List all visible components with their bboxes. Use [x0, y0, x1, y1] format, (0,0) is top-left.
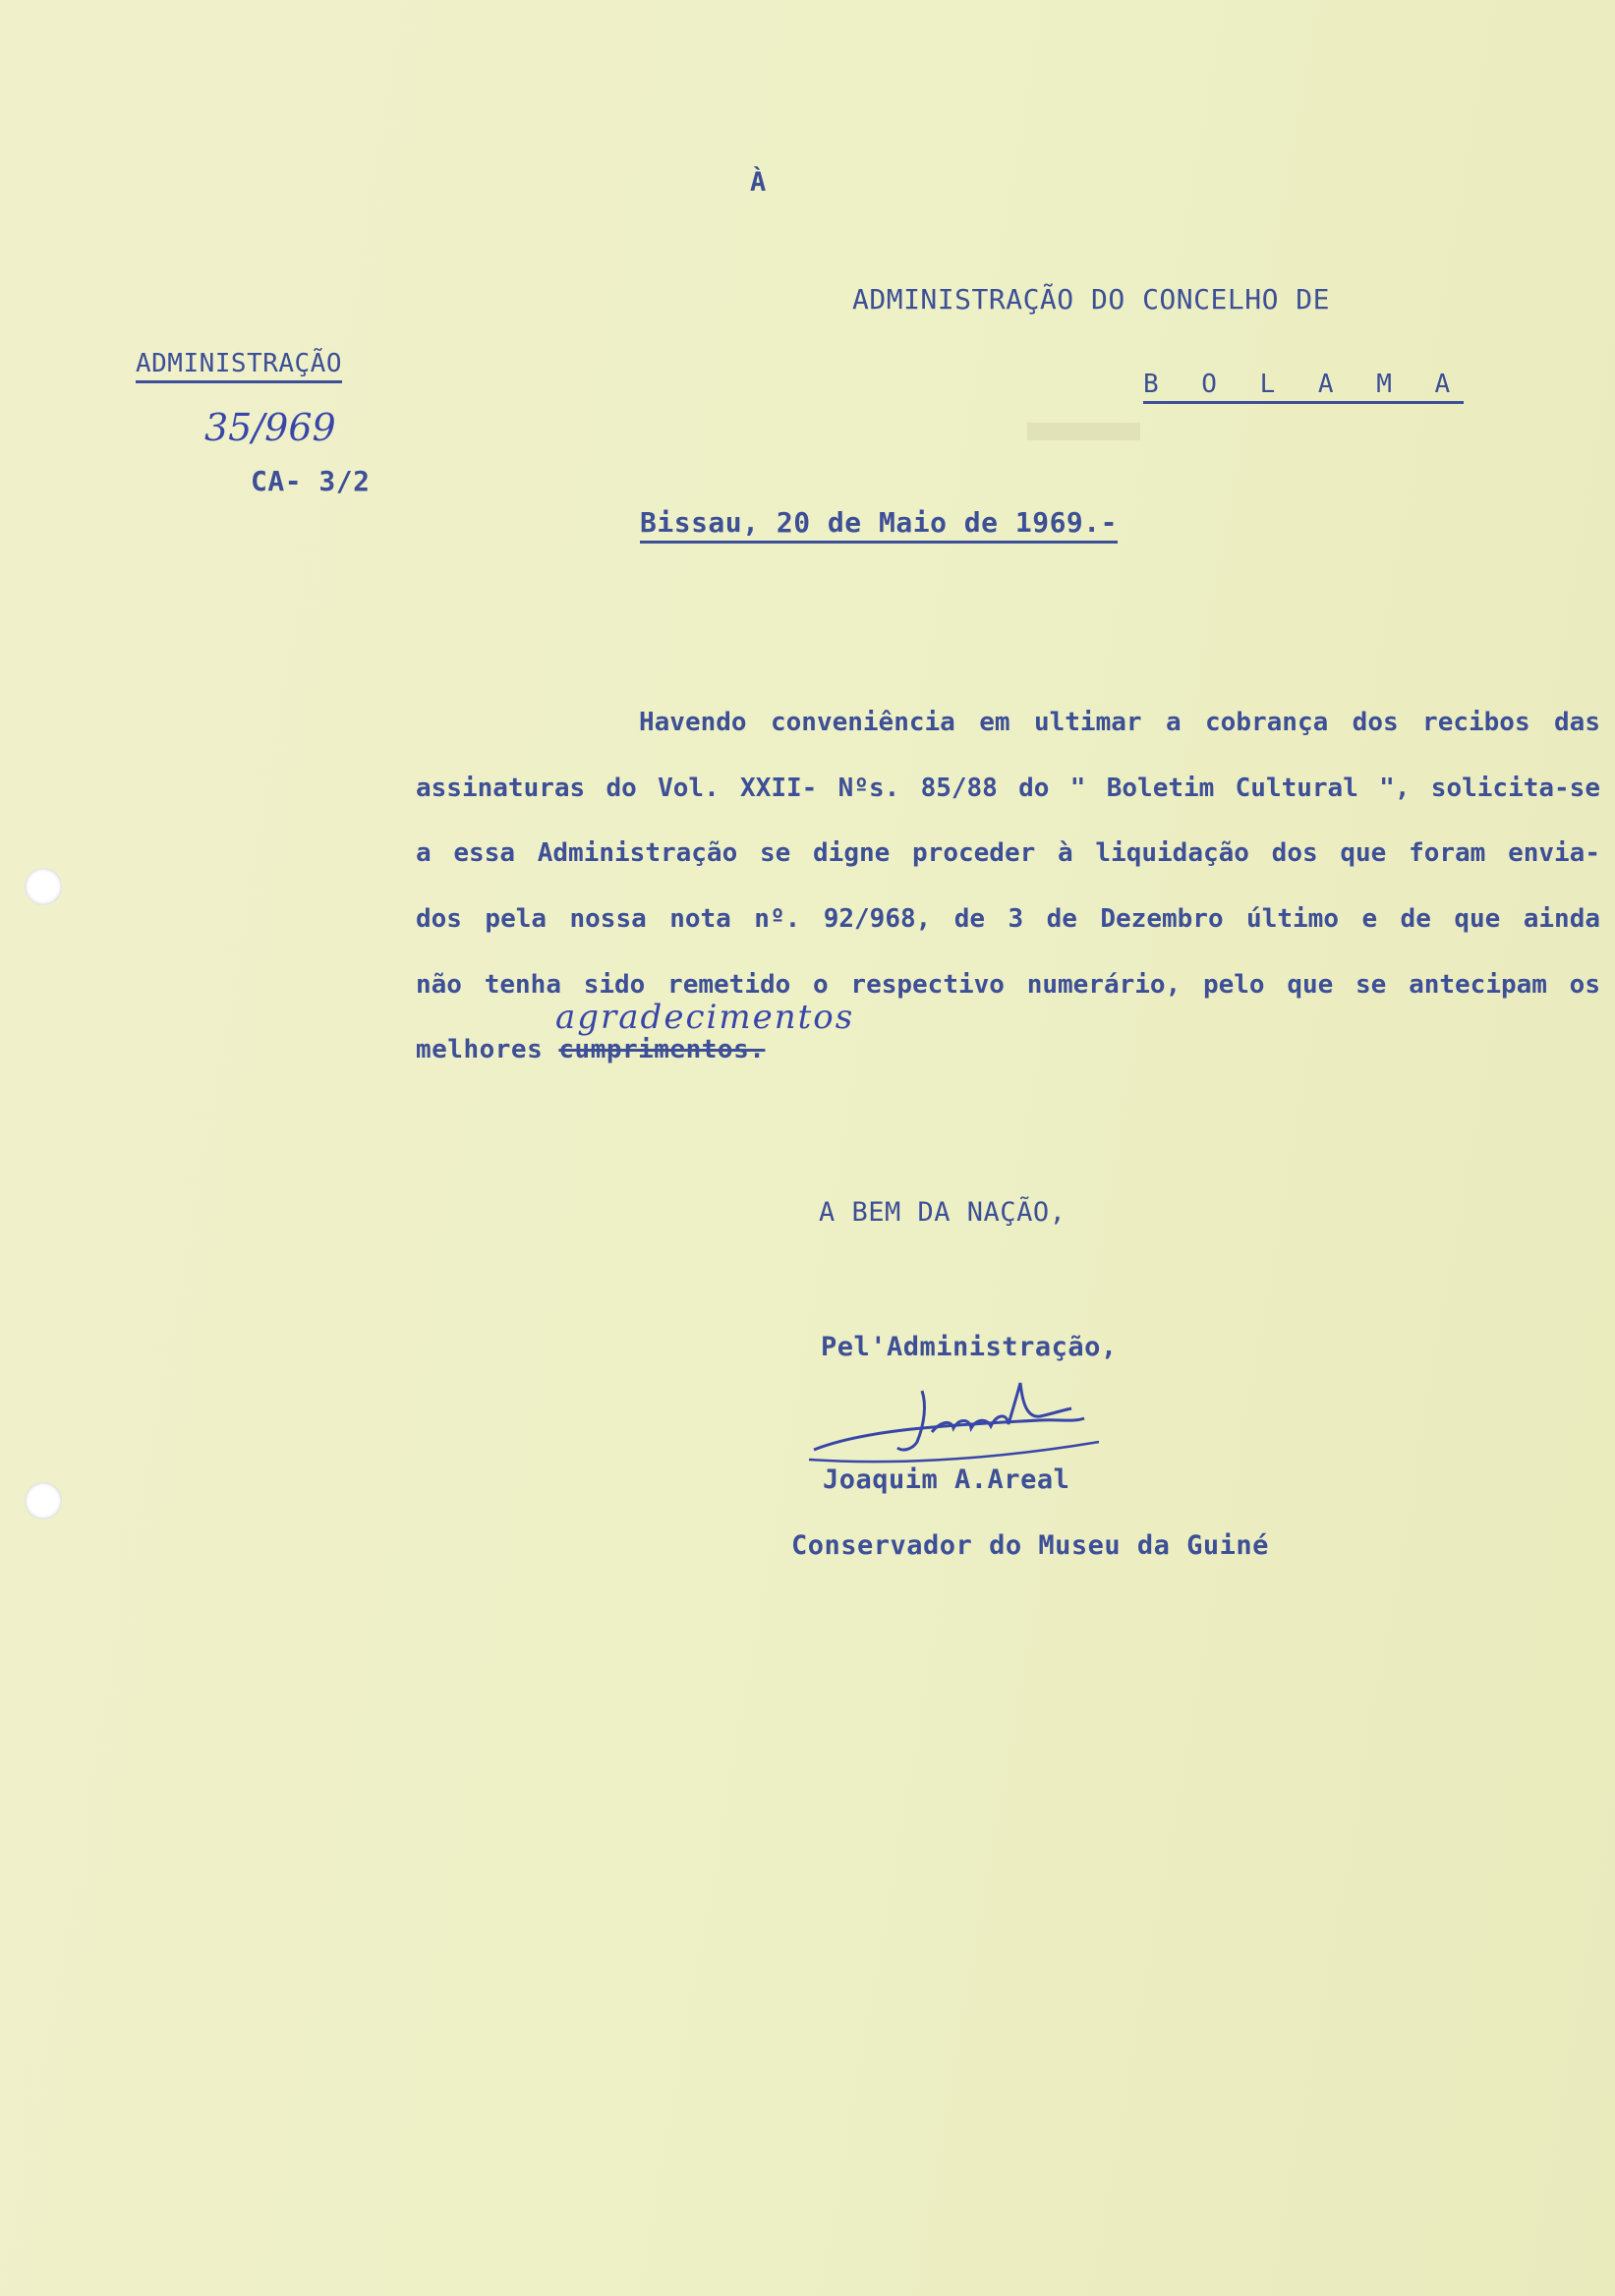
recipient-line2: B O L A M A [1143, 370, 1464, 404]
salutation-to: À [750, 167, 767, 198]
recipient-line1: ADMINISTRAÇÃO DO CONCELHO DE [852, 283, 1331, 316]
last-line-prefix: melhores [416, 1035, 544, 1064]
signature-image [804, 1371, 1119, 1479]
closing: A BEM DA NAÇÃO, [819, 1197, 1067, 1228]
stamp-smudge [1027, 423, 1140, 440]
body-line-3: a essa Administração se digne proceder à liquidação dos que foram envia- [416, 838, 1600, 868]
handwritten-correction: agradecimentos [555, 998, 855, 1037]
reference-number-handwritten: 35/969 [204, 406, 336, 449]
signatory-on-behalf: Pel'Administração, [821, 1332, 1118, 1362]
body-line-2: assinaturas do Vol. XXII- Nºs. 85/88 do " Boletim Cultural ", solicita-se [416, 774, 1600, 803]
punch-hole-bottom [25, 1482, 62, 1520]
signatory-name: Joaquim A.Areal [823, 1464, 1070, 1495]
punch-hole-top [25, 868, 62, 905]
body-line-4: dos pela nossa nota nº. 92/968, de 3 de Dezembro último e de que ainda [416, 904, 1600, 934]
signatory-title: Conservador do Museu da Guiné [791, 1530, 1269, 1561]
date-line: Bissau, 20 de Maio de 1969.- [640, 506, 1118, 544]
stamp-label: ADMINISTRAÇÃO [136, 349, 342, 383]
reference-code: CA- 3/2 [251, 465, 371, 497]
struck-word: cumprimentos. [558, 1035, 766, 1064]
body-line-6 [416, 1035, 765, 1064]
body-line-1: Havendo conveniência em ultimar a cobrança dos recibos das [639, 708, 1600, 737]
body-line-5: não tenha sido remetido o respectivo numerário, pelo que se antecipam os [416, 970, 1600, 1000]
